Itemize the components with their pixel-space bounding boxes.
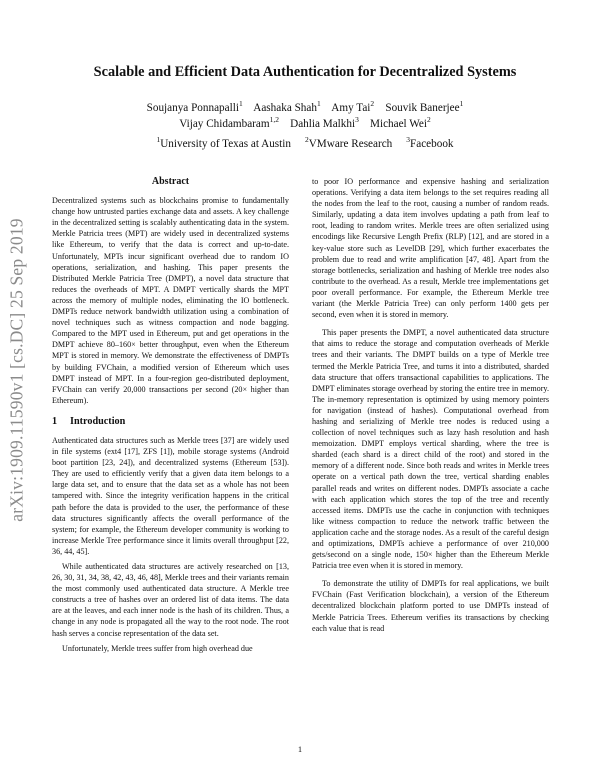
right-column bbox=[312, 176, 549, 634]
author-name: Aashaka Shah bbox=[253, 102, 317, 114]
section-heading-introduction bbox=[52, 416, 289, 427]
section-title: Introduction bbox=[70, 415, 126, 427]
arxiv-sidebar bbox=[0, 0, 34, 776]
left-column bbox=[52, 176, 289, 654]
author-affiliation-mark: 2 bbox=[427, 115, 431, 124]
author-name: Soujanya Ponnapalli bbox=[146, 102, 239, 114]
body-paragraph: This paper presents the DMPT, a novel authenticated data structure that aims to reduce the storage and computation overheads of Merkle trees and their variants. The DMPT builds on a type of Merkle tree termed the Merkle Patricia Tree, and turns it into a distributed, sharded data structure that offers transactional capabilities to applications. The DMPT eliminates storage overhead by storing the entire tree in memory. The in-memory representation is optimized by using memory pointers for navigation (instead of hashes). Computational overhead from hashing and serializing of Merkle tree nodes is reduced using a collection of novel techniques such as lazy hash resolution and hash memoization. DMPT employs vertical sharding, where the tree is sharded (each shard is a direct child of the root) and stored in the memory of a different node. Since both reads and writes in Merkle trees operate on a vertical path down the tree, vertical sharding enables parallel reads and writes on different nodes. DMPTs associate a cache with each application which stores the top of the tree and recently accessed items. DMPTs use the cache in conjunction with techniques like witness compaction to reduce the network traffic between the application cache and the storage nodes. As a result of the careful design and optimizations, DMPTs achieve a performance of over 210,000 gets/second on a single node, 150× higher than the Ethereum Merkle Patricia tree even when it is stored in memory. bbox=[312, 328, 549, 571]
affiliation-name: VMware Research bbox=[308, 138, 393, 150]
author-affiliation-mark: 2 bbox=[370, 99, 375, 108]
paper-title: Scalable and Efficient Data Authentication for Decentralized Systems bbox=[93, 64, 517, 80]
authors-line-1 bbox=[60, 101, 550, 116]
intro-paragraph: Unfortunately, Merkle trees suffer from high overhead due bbox=[62, 643, 253, 653]
author-affiliation-mark: 1 bbox=[238, 99, 243, 108]
author-affiliation-mark: 1 bbox=[316, 99, 321, 108]
author-affiliation-mark: 1 bbox=[459, 99, 464, 108]
author-name: Vijay Chidambaram bbox=[179, 118, 270, 130]
author-name: Michael Wei bbox=[370, 118, 428, 130]
abstract-text: Decentralized systems such as blockchains promise to fundamentally change how untrusted parties exchange data and assets. A key challenge in the decentralized setting is scalably authenticating data in the system. Merkle Patricia trees (MPT) are widely used in decentralized systems like Ethereum, to verify that the data is correct and up-to-date. Unfortunately, MPTs incur significant overhead due to random IO operations, serialization, and hashing. This paper presents the Distributed Merkle Patricia Tree (DMPT), a novel data structure that reduces the overheads of MPT. A DMPT vertically shards the MPT across the memory of multiple nodes, eliminating the IO bottleneck. DMPTs reduce network bandwidth utilization using a combination of novel techniques such as witness compaction and node bagging. Compared to the MPT used in Ethereum, put and get operations in the DMPT achieve 80–160× better throughput, even when the Ethereum MPT is stored in memory. We demonstrate the effectiveness of DMPTs by building FVChain, a modified version of Ethereum which uses DMPT instead of MPT. In a four-region geo-distributed deployment, FVChain can verify 20,000 transactions per second (20× higher than Ethereum). bbox=[52, 196, 289, 405]
arxiv-identifier: arXiv:1909.11590v1 [cs.DC] 25 Sep 2019 bbox=[6, 218, 27, 522]
affiliation-name: University of Texas at Austin bbox=[160, 138, 291, 150]
author-affiliation-mark: 1,2 bbox=[269, 115, 279, 124]
affiliation-mark: 2 bbox=[304, 135, 309, 144]
affiliations bbox=[60, 137, 550, 152]
body-paragraph: to poor IO performance and expensive hashing and serialization operations. Verifying a data item belongs to the set requires reading all the nodes from the leaf to the root, causing a number of random reads. Similarly, updating a data item involves updating a path from leaf to root, leading to random writes. Merkle trees are often serialized using encodings like Recursive Length Prefix (RLP) [12], and are stored in a key-value store such as LevelDB [29], which further exacerbates the problem due to read and write amplification [47, 48]. Apart from the storage bottlenecks, serialization and hashing of Merkle tree nodes also contribute to the overhead. As a result, Merkle tree implementations get poor overall performance. For example, the Ethereum Merkle tree variant (the Merkle Patricia Tree) can only perform 1400 gets per second, even when it is stored in memory. bbox=[312, 177, 549, 320]
authors-line-2 bbox=[60, 117, 550, 132]
intro-paragraph: While authenticated data structures are actively researched on [13, 26, 30, 31, 34, 38, 42, 43, 46, 48], Merkle trees and their variants remain the most commonly used authenticated data structure. A Merkle tree constructs a tree of hashes over an ordered list of data items. The data are at the leaves, and each inner node is the hash of its children. Thus, a change in any node is propagated all the way to the root node. The root hash serves a concise representation of the data set. bbox=[52, 562, 289, 638]
abstract-heading: Abstract bbox=[151, 176, 190, 187]
affiliation-mark: 3 bbox=[406, 135, 411, 144]
section-number: 1 bbox=[52, 415, 58, 427]
page-number: 1 bbox=[297, 744, 303, 754]
author-name: Amy Tai bbox=[331, 102, 371, 114]
author-name: Dahlia Malkhi bbox=[290, 118, 356, 130]
intro-paragraph: Authenticated data structures such as Merkle trees [37] are widely used in file systems (ext4 [17], ZFS [1]), mobile storage systems (Android boot partition [23, 24]), and decentralized systems (Ethereum [53]). They are used to efficiently verify that a given data item belongs to a large data set, and to ensure that the data set as a whole has not been tampered with. Since the integrity verification happens in the critical path before the data is provided to the user, the performance of these data structures significantly affects the overall performance of the system; for example, the Ethereum developer community is working to increase Merkle Tree performance since it limits overall throughput [22, 36, 44, 45]. bbox=[52, 435, 289, 556]
body-paragraph: To demonstrate the utility of DMPTs for real applications, we built FVChain (Fast Verification blockchain), a version of the Ethereum decentralized blockchain platform ported to use DMPTs instead of Merkle Patricia Trees. Ethereum verifies its transactions by checking each value that is read bbox=[312, 579, 549, 633]
affiliation-name: Facebook bbox=[410, 138, 454, 150]
affiliation-mark: 1 bbox=[156, 135, 161, 144]
author-affiliation-mark: 3 bbox=[355, 115, 359, 124]
author-name: Souvik Banerjee bbox=[385, 102, 460, 114]
